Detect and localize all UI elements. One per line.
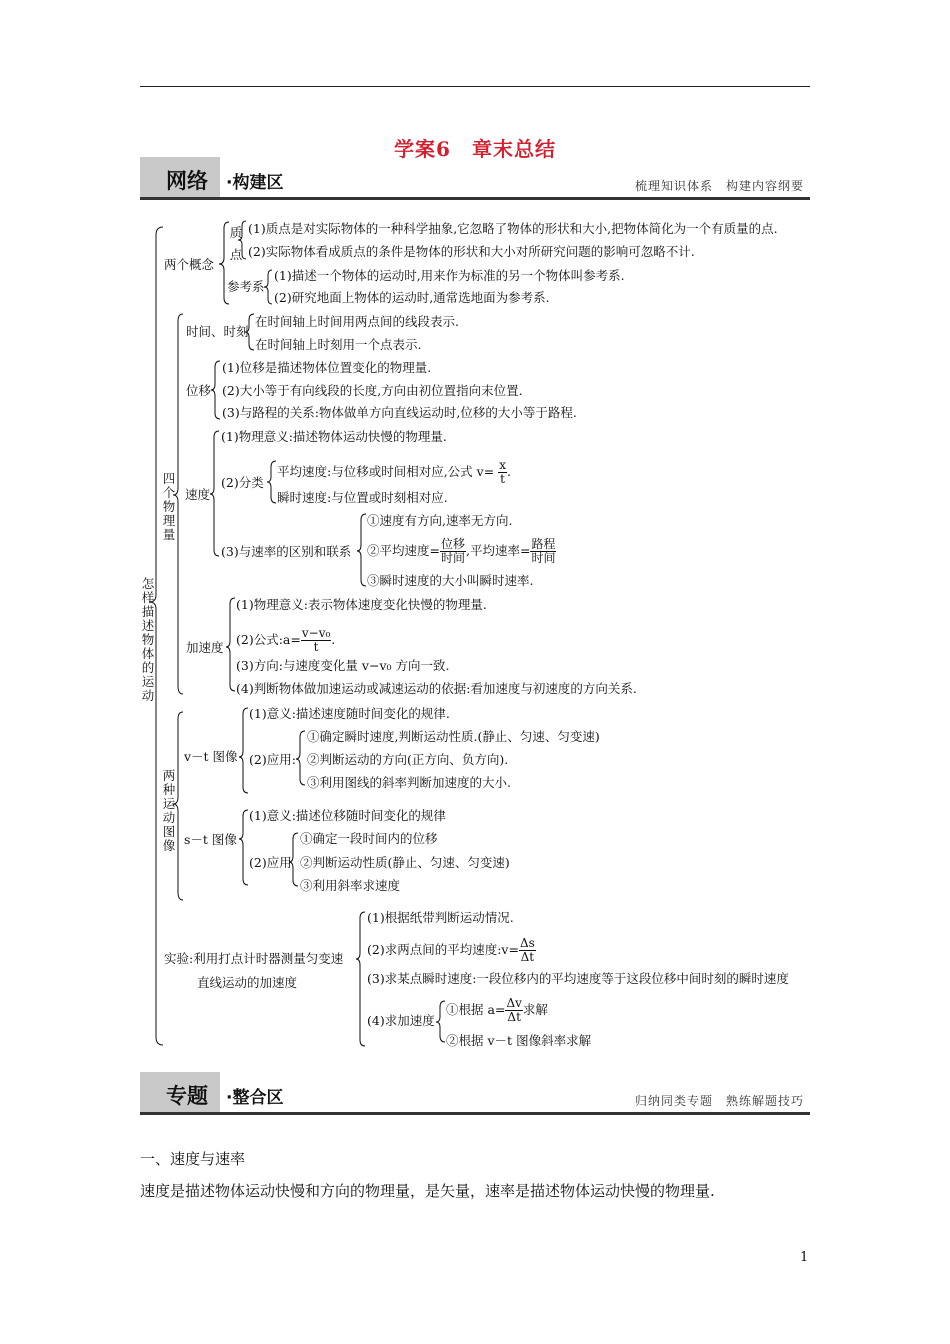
average-velocity: 平均速度:与位移或时间相对应,公式 v= $\frac{x}{t}$ . — [277, 458, 511, 486]
direction-symbol: v−v₀ — [361, 658, 392, 673]
method-1-end: 求解 — [522, 1002, 548, 1017]
banner-tagline: 梳理知识体系 构建内容纲要 — [634, 179, 804, 193]
formula-label: (2)公式: — [236, 632, 283, 647]
st-application: (2)应用 — [249, 855, 292, 870]
velocity-meaning: (1)物理意义:描述物体运动快慢的物理量. — [221, 429, 447, 444]
vt-app-3: ③利用图线的斜率判断加速度的大小. — [307, 775, 511, 790]
banner-tagline: 归纳同类专题 熟练解题技巧 — [634, 1094, 804, 1108]
method-2-symbol: v－t — [487, 1033, 513, 1048]
acceleration-direction — [236, 658, 449, 674]
section-heading: 一、速度与速率 — [140, 1150, 246, 1168]
displacement-label: 位移 — [186, 383, 212, 398]
fraction-denominator: 时间 — [440, 551, 465, 565]
topic-banner — [140, 1072, 810, 1112]
banner-subtitle: ·整合区 — [226, 1088, 284, 1108]
four-quantities-label: 四个物理量 — [162, 471, 176, 542]
velocity-label: 速度 — [185, 487, 211, 502]
difference-1: ①速度有方向,速率无方向. — [367, 513, 513, 528]
vt-meaning: (1)意义:描述速度随时间变化的规律. — [249, 706, 450, 721]
fraction-numerator: 路程 — [531, 537, 556, 551]
average-velocity-fraction — [498, 459, 507, 486]
two-graphs-label: 两种运动图像 — [162, 768, 176, 853]
experiment-label-2: 直线运动的加速度 — [197, 975, 298, 990]
vt-app-2: ②判断运动的方向(正方向、负方向). — [307, 752, 509, 767]
acceleration-formula: (2)公式:a= $\frac{\text{v−v₀}}{t}$ . — [236, 626, 336, 654]
st-app-3: ③利用斜率求速度 — [300, 878, 401, 893]
fraction-denominator: t — [500, 472, 505, 486]
difference-3: ③瞬时速度的大小叫瞬时速率. — [367, 573, 534, 588]
acceleration-meaning: (1)物理意义:表示物体速度变化快慢的物理量. — [236, 597, 487, 612]
step-2-symbol: v= — [501, 942, 519, 957]
particle-line-2: (2)实际物体看成质点的条件是物体的形状和大小对所研究问题的影响可忽略不计. — [248, 244, 695, 259]
direction-text-end: 方向一致. — [395, 658, 450, 673]
step-2-text: (2)求两点间的平均速度: — [367, 942, 502, 957]
acceleration-method-2 — [446, 1033, 591, 1049]
avg-velocity-formula: ②平均速度= — [367, 543, 440, 558]
page-number: 1 — [800, 1250, 809, 1265]
vt-app-1: ①确定瞬时速度,判断运动性质.(静止、匀速、匀变速) — [307, 729, 600, 744]
st-app-2: ②判断运动性质(静止、匀速、匀变速) — [300, 855, 510, 870]
particle-line-1: (1)质点是对实际物体的一种科学抽象,它忽略了物体的形状和大小,把物体简化为一个有质量的点. — [248, 221, 778, 236]
fraction-numerator: v−v₀ — [301, 626, 331, 640]
instantaneous-velocity: 瞬时速度:与位置或时刻相对应. — [277, 490, 448, 505]
fraction-numerator: x — [499, 458, 506, 472]
banner-title: 网络 — [166, 169, 208, 193]
method-2-text: ②根据 — [446, 1033, 484, 1048]
velocity-classification: (2)分类 — [221, 475, 264, 490]
method-1-symbol: a= — [487, 1002, 506, 1017]
displacement-over-time — [440, 538, 466, 565]
vt-application: (2)应用: — [249, 752, 296, 767]
particle-label: 质点 — [229, 225, 243, 262]
banner-title: 专题 — [166, 1084, 208, 1108]
acceleration-criterion: (4)判断物体做加速运动或减速运动的依据:看加速度与初速度的方向关系. — [236, 681, 637, 696]
section-paragraph: 速度是描述物体运动快慢和方向的物理量，是矢量，速率是描述物体运动快慢的物理量. — [140, 1182, 715, 1200]
average-velocity-text: 平均速度:与位移或时间相对应,公式 — [277, 464, 473, 479]
reference-line-1: (1)描述一个物体的运动时,用来作为标准的另一个物体叫参考系. — [274, 268, 625, 283]
vt-graph-label: v－t 图像 — [184, 749, 238, 764]
acceleration-fraction — [301, 627, 331, 654]
fraction-denominator: Δt — [507, 1010, 521, 1024]
fraction-numerator: Δs — [519, 936, 535, 950]
acceleration-method-1 — [446, 997, 548, 1024]
two-concepts-label: 两个概念 — [164, 257, 215, 272]
root-label: 怎样描述物体的运动 — [141, 576, 155, 703]
reference-line-2: (2)研究地面上物体的运动时,通常选地面为参考系. — [274, 290, 550, 305]
formula-symbol: a= — [282, 632, 301, 647]
step-2-fraction — [519, 937, 536, 964]
avg-speed-formula: ,平均速率= — [466, 543, 531, 558]
direction-text: (3)方向:与速度变化量 — [236, 658, 358, 673]
fraction-denominator: 时间 — [531, 551, 556, 565]
displacement-line-3: (3)与路程的关系:物体做单方向直线运动时,位移的大小等于路程. — [222, 405, 577, 420]
fraction-denominator: Δt — [520, 950, 535, 964]
banner-rule — [140, 1112, 810, 1115]
method-1-fraction — [505, 997, 522, 1024]
method-1-text: ①根据 — [446, 1002, 484, 1017]
average-velocity-symbol: v= — [476, 464, 495, 479]
st-meaning: (1)意义:描述位移随时间变化的规律 — [249, 808, 446, 823]
experiment-step-4: (4)求加速度 — [367, 1013, 435, 1028]
experiment-step-1: (1)根据纸带判断运动情况. — [367, 910, 514, 925]
time-line-1: 在时间轴上时间用两点间的线段表示. — [255, 314, 459, 329]
reference-label: 参考系 — [227, 279, 265, 294]
time-label: 时间、时刻 — [186, 324, 249, 339]
velocity-vs-speed: (3)与速率的区别和联系 — [221, 544, 352, 559]
fraction-numerator: Δv — [506, 996, 522, 1010]
acceleration-label: 加速度 — [186, 640, 224, 655]
experiment-label-1: 实验:利用打点计时器测量匀变速 — [164, 951, 344, 966]
method-2-end: 图像斜率求解 — [516, 1033, 592, 1048]
experiment-step-2 — [367, 937, 536, 964]
difference-2 — [367, 538, 556, 565]
fraction-numerator: 位移 — [440, 537, 465, 551]
banner-subtitle: ·构建区 — [226, 173, 284, 193]
displacement-line-2: (2)大小等于有向线段的长度,方向由初位置指向末位置. — [222, 383, 523, 398]
displacement-line-1: (1)位移是描述物体位置变化的物理量. — [222, 360, 432, 375]
st-graph-label: s－t 图像 — [184, 832, 237, 847]
time-line-2: 在时间轴上时刻用一个点表示. — [255, 337, 422, 352]
st-app-1: ①确定一段时间内的位移 — [300, 831, 438, 846]
experiment-step-3: (3)求某点瞬时速度:一段位移内的平均速度等于这段位移中间时刻的瞬时速度 — [367, 971, 789, 986]
page-title: 学案6 章末总结 — [394, 137, 556, 161]
fraction-denominator: t — [313, 640, 319, 654]
path-over-time — [530, 538, 556, 565]
